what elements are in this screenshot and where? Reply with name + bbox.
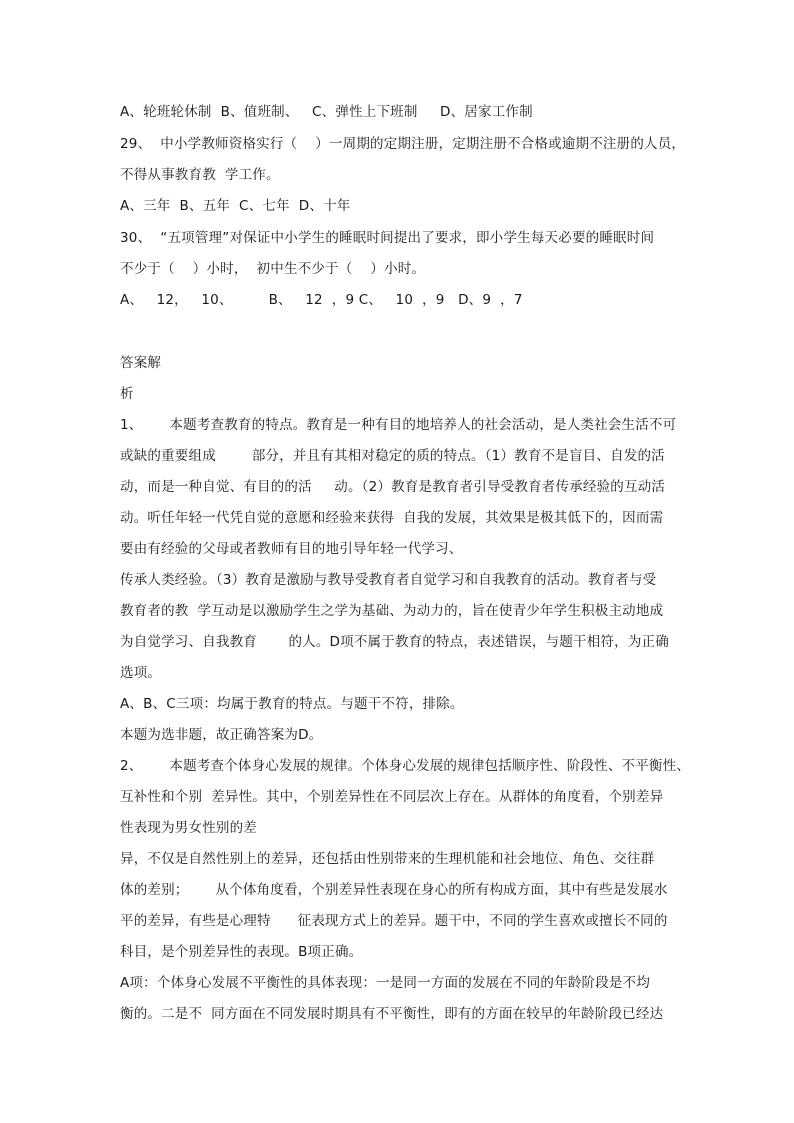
answer-2-line: 科目，是个别差异性的表现。B项正确。	[120, 944, 363, 960]
answer-1-line: 选项。	[120, 665, 162, 681]
q30-stem-line-2: 不少于（ ）小时， 初中生不少于（ ）小时。	[120, 261, 426, 277]
q29-stem-line-2: 不得从事教育教 学工作。	[120, 167, 280, 183]
answer-1-line: 为自觉学习、自我教育 的人。D项不属于教育的特点，表述错误，与题干相符，为正确	[120, 634, 669, 650]
answer-2-line: 体的差别； 从个体角度看，个别差异性表现在身心的所有构成方面，其中有些是发展水	[120, 882, 668, 898]
answer-2-line: 互补性和个别 差异性。其中，个别差异性在不同层次上存在。从群体的角度看，个别差异	[120, 789, 664, 805]
q28-options: A、轮班轮休制 B、值班制、 C、弹性上下班制 D、居家工作制	[120, 104, 533, 120]
answer-1-line: 教育者的教 学互动是以激励学生之学为基础、为动力的，旨在使青少年学生积极主动地成	[120, 603, 664, 619]
answer-1-line: 动，而是一种自觉、有目的的活 动。（2）教育是教育者引导受教育者传承经验的互动活	[120, 479, 666, 495]
answer-1-conclusion: 本题为选非题，故正确答案为D。	[120, 727, 323, 743]
answer-1-exclusion: A、B、C三项：均属于教育的特点。与题干不符，排除。	[120, 696, 464, 712]
answer-2-option-a-line: 衡的。二是不 同方面在不同发展时期具有不平衡性，即有的方面在较早的年龄阶段已经达	[120, 1006, 664, 1022]
answer-1-line: 要由有经验的父母或者教师有目的地引导年轻一代学习、	[120, 541, 463, 557]
answer-heading-line-2: 析	[120, 386, 134, 402]
q30-options: A、 12， 10、 B、 12 ，9 C、 10 ，9 D、9 ，7	[120, 292, 523, 308]
answer-2-line: 异，不仅是自然性别上的差异，还包括由性别带来的生理机能和社会地位、角色、交往群	[120, 851, 655, 867]
q29-stem-line-1: 29、 中小学教师资格实行（ ）一周期的定期注册，定期注册不合格或逾期不注册的人员，	[120, 136, 686, 152]
answer-1-line: 或缺的重要组成 部分，并且有其相对稳定的质的特点。（1）教育不是盲目、自发的活	[120, 448, 665, 464]
answer-1-line: 传承人类经验。（3）教育是激励与教导受教育者自觉学习和自我教育的活动。教育者与受	[120, 572, 657, 588]
answer-2-line: 平的差异，有些是心理特 征表现方式上的差异。题干中，不同的学生喜欢或擅长不同的	[120, 913, 668, 929]
answer-1-line: 1、 本题考查教育的特点。教育是一种有目的地培养人的社会活动，是人类社会生活不可	[120, 417, 677, 433]
answer-heading-line-1: 答案解	[120, 355, 162, 371]
answer-2-option-a-line: A项：个体身心发展不平衡性的具体表现：一是同一方面的发展在不同的年龄阶段是不均	[120, 975, 651, 991]
answer-2-line: 性表现为男女性别的差	[120, 820, 257, 836]
answer-2-line: 2、 本题考查个体身心发展的规律。个体身心发展的规律包括顺序性、阶段性、不平衡性、	[120, 758, 691, 774]
answer-1-line: 动。听任年轻一代凭自觉的意愿和经验来获得 自我的发展，其效果是极其低下的，因而需	[120, 510, 664, 526]
q29-options: A、三年 B、五年 C、七年 D、十年	[120, 198, 351, 214]
q30-stem-line-1: 30、 “五项管理”对保证中小学生的睡眠时间提出了要求，即小学生每天必要的睡眠时间	[120, 230, 655, 246]
